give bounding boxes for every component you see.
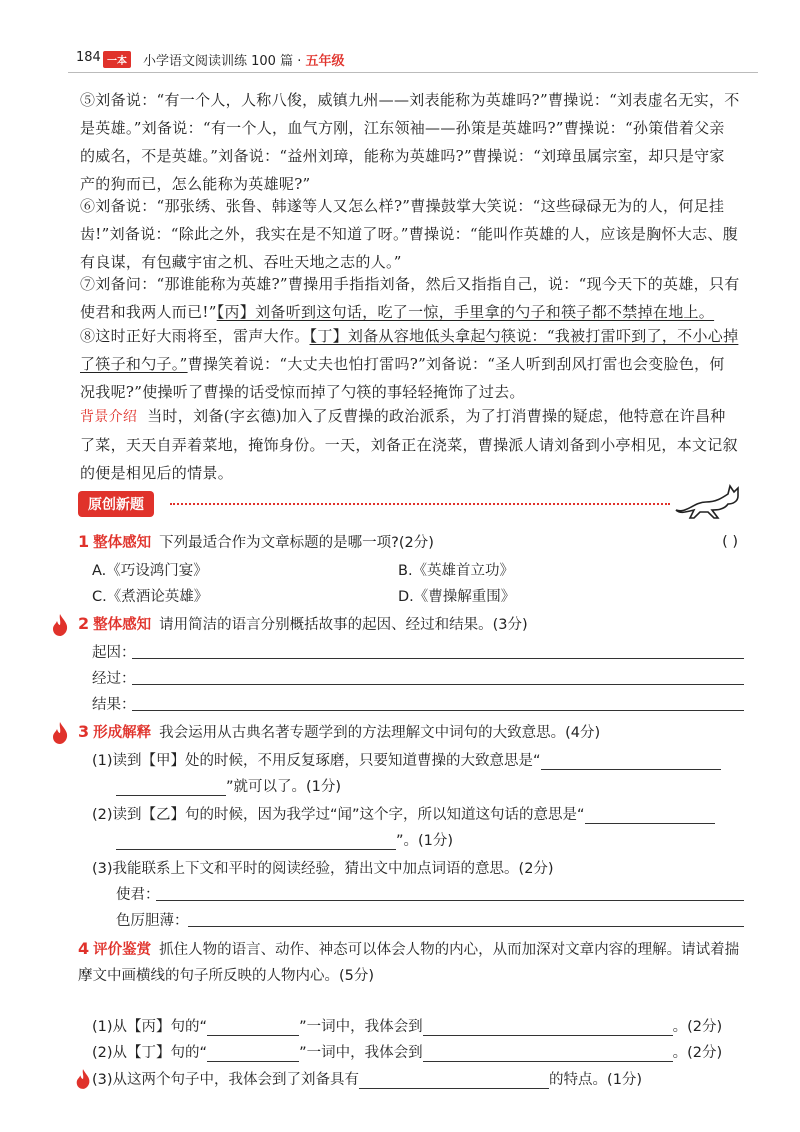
question-2-text: 请用简洁的语言分别概括故事的起因、经过和结果。(3分) [159,617,528,633]
book-title [143,50,345,69]
paragraph-8-text-a: ⑧这时正好大雨将至，雷声大作。 [80,327,310,345]
blank-line[interactable] [116,831,396,850]
option-d[interactable]: D.《曹操解重围》 [398,589,516,605]
answer-line[interactable] [132,710,744,711]
q3-sub-1-cont [116,775,341,796]
flame-icon [74,1068,92,1090]
banner-divider [170,503,670,505]
q4-sub-1 [92,1015,722,1036]
answer-row-result[interactable] [92,693,744,714]
question-1-tag: 整体感知 [93,535,152,551]
paragraph-7 [80,270,740,326]
q4-sub-1-text: (1)从【丙】句的“ [92,1019,208,1035]
question-3-text: 我会运用从古典名著专题学到的方法理解文中词句的大致意思。(4分) [159,725,601,741]
underlined-sentence-ding: 【丁】刘备从容地低头拿起勺筷说：“我被打雷吓到了，不小心掉了筷子和勺子。” [80,327,739,373]
q4-sub-2-mid: ”一词中，我体会到 [299,1045,423,1061]
word-shijun: 使君： [116,887,160,903]
blank-line[interactable] [423,1017,673,1036]
question-1 [78,530,748,555]
background-text: 当时，刘备(字玄德)加入了反曹操的政治派系，为了打消曹操的疑虑，他特意在许昌种了菜，天天自弄着菜地，掩饰身份。一天，刘备正在浇菜，曹操派人请刘备到小亭相见，本文记叙的便是相见后的情景。 [80,407,738,482]
question-3-tag: 形成解释 [93,725,152,741]
q4-sub-2-end: 。(2分) [672,1045,723,1061]
flame-icon [50,613,70,637]
page-number: 184 [76,50,101,65]
answer-line[interactable] [132,658,744,659]
blank-line[interactable] [207,1043,299,1062]
answer-line[interactable] [188,926,744,927]
question-3-number: 3 [78,722,90,741]
question-4 [78,936,748,989]
q3-sub-2 [92,803,715,824]
question-1-number: 1 [78,532,90,551]
grade-label: 五年级 [305,54,345,69]
q4-sub-1-mid: ”一词中，我体会到 [299,1019,423,1035]
q3-sub-1-end: ”就可以了。(1分) [226,779,342,795]
row-label-cause: 起因： [92,645,136,661]
question-2-tag: 整体感知 [93,617,152,633]
answer-row-shijun[interactable] [116,883,744,904]
underlined-sentence-bing: 【丙】刘备听到这句话，吃了一惊，手里拿的勺子和筷子都不禁掉在地上。 [216,303,715,321]
paragraph-6: ⑥刘备说：“那张绣、张鲁、韩遂等人又怎么样?”曹操鼓掌大笑说：“这些碌碌无为的人，何足挂齿!”刘备说：“除此之外，我实在是不知道了呀。”曹操说：“能叫作英雄的人，应该是胸怀大志、腹有良谋，有包藏宇宙之机、吞吐天地之志的人。” [80,197,739,271]
answer-row-seli[interactable] [116,909,744,930]
word-selidanbao: 色厉胆薄： [116,913,189,929]
brand-logo: 一本 [103,51,131,68]
question-4-number: 4 [78,939,90,958]
answer-row-cause[interactable] [92,641,744,662]
question-4-tag: 评价鉴赏 [93,942,152,958]
q4-sub-3-text: (3)从这两个句子中，我体会到了刘备具有 [92,1072,360,1088]
cat-icon [672,480,744,522]
row-label-process: 经过： [92,671,136,687]
page-header [68,48,758,73]
paragraph-5: ⑤刘备说：“有一个人，人称八俊，威镇九州——刘表能称为英雄吗?”曹操说：“刘表虚名无实，不是英雄。”刘备说：“有一个人，血气方刚，江东领袖——孙策是英雄吗?”曹操说：“孙策借着父亲的威名，不是英雄。”刘备说：“益州刘璋，能称为英雄吗?”曹操说：“刘璋虽属宗室，却只是守家产的狗而已，怎么能称为英雄呢?” [80,91,740,193]
paragraph-7-text: ⑦刘备问：“那谁能称为英雄?”曹操用手指指刘备，然后又指指自己，说：“现今天下的英雄，只有使君和我两人而已!” [80,275,740,321]
blank-line[interactable] [585,805,715,824]
option-c[interactable]: C.《煮酒论英雄》 [92,589,209,605]
blank-line[interactable] [423,1043,673,1062]
row-label-result: 结果： [92,697,136,713]
question-4-text: 抓住人物的语言、动作、神态可以体会人物的内心，从而加深对文章内容的理解。请试着揣摩文中画横线的句子所反映的人物内心。(5分) [78,942,740,984]
blank-line[interactable] [359,1070,549,1089]
q4-sub-2-text: (2)从【丁】句的“ [92,1045,208,1061]
question-2 [78,612,748,637]
book-title-text: 小学语文阅读训练 100 篇 · [143,54,306,69]
answer-line[interactable] [156,900,744,901]
option-b[interactable]: B.《英雄首立功》 [398,563,515,579]
background-intro [80,402,740,487]
question-2-number: 2 [78,614,90,633]
section-banner: 原创新题 [78,491,154,517]
question-3 [78,720,748,745]
blank-line[interactable] [541,751,721,770]
q4-sub-2 [92,1041,722,1062]
q4-sub-3-end: 的特点。(1分) [549,1072,643,1088]
answer-line[interactable] [132,684,744,685]
flame-icon [50,721,70,745]
option-a[interactable]: A.《巧设鸿门宴》 [92,563,208,579]
q3-sub-2-text: (2)读到【乙】句的时候，因为我学过“闻”这个字，所以知道这句话的意思是“ [92,807,585,823]
blank-line[interactable] [116,777,226,796]
question-1-text: 下列最适合作为文章标题的是哪一项?(2分) [159,535,434,551]
q4-sub-3 [92,1068,642,1089]
paragraph-8 [80,322,740,406]
q3-sub-1-text: (1)读到【甲】处的时候，不用反复琢磨，只要知道曹操的大致意思是“ [92,753,541,769]
q3-sub-2-end: ”。(1分) [396,833,454,849]
answer-parentheses[interactable]: ( ) [722,534,738,550]
q3-sub-1 [92,749,721,770]
q4-sub-1-end: 。(2分) [672,1019,723,1035]
q3-sub-3: (3)我能联系上下文和平时的阅读经验，猜出文中加点词语的意思。(2分) [92,861,554,877]
blank-line[interactable] [207,1017,299,1036]
answer-row-process[interactable] [92,667,744,688]
q3-sub-2-cont [116,829,453,850]
background-label: 背景介绍 [80,409,138,425]
paragraph-8-text-c: 曹操笑着说：“大丈夫也怕打雷吗?”刘备说：“圣人听到刮风打雷也会变脸色，何况我呢?”使操听了曹操的话受惊而掉了勺筷的事轻轻掩饰了过去。 [80,355,725,401]
